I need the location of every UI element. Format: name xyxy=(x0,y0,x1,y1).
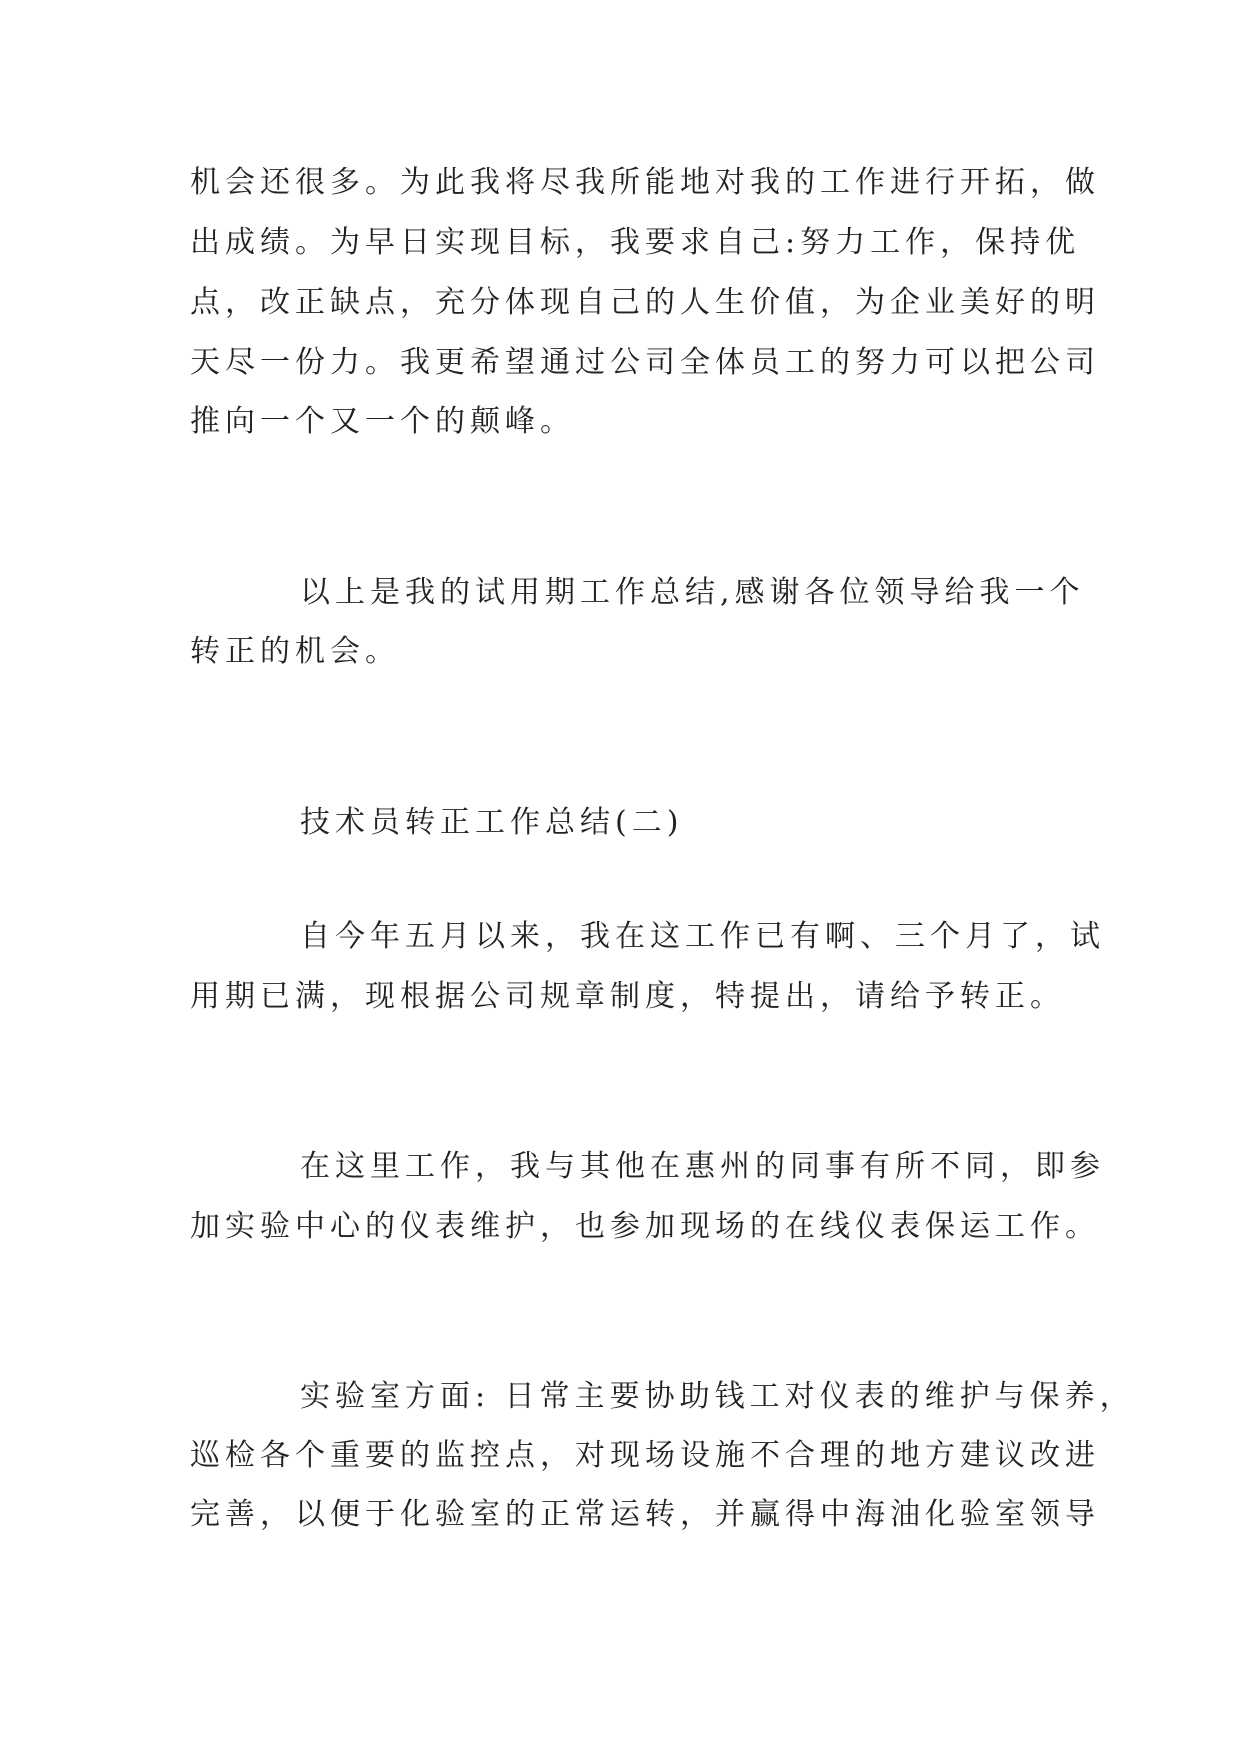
paragraph-line: 自今年五月以来，我在这工作已有啊、三个月了，试 xyxy=(300,919,1105,954)
paragraph-line: 用期已满，现根据公司规章制度，特提出，请给予转正。 xyxy=(190,979,1065,1014)
paragraph-line: 点，改正缺点，充分体现自己的人生价值，为企业美好的明 xyxy=(190,285,1100,320)
paragraph-line: 实验室方面: 日常主要协助钱工对仪表的维护与保养， xyxy=(300,1379,1135,1414)
paragraph-line: 出成绩。为早日实现目标，我要求自己:努力工作，保持优 xyxy=(190,225,1081,260)
paragraph-line: 完善，以便于化验室的正常运转，并赢得中海油化验室领导 xyxy=(190,1497,1100,1532)
paragraph-line: 以上是我的试用期工作总结,感谢各位领导给我一个 xyxy=(300,575,1085,610)
paragraph-line: 加实验中心的仪表维护，也参加现场的在线仪表保运工作。 xyxy=(190,1209,1100,1244)
paragraph-line: 在这里工作，我与其他在惠州的同事有所不同，即参 xyxy=(300,1149,1105,1184)
paragraph-line: 巡检各个重要的监控点，对现场设施不合理的地方建议改进 xyxy=(190,1438,1100,1473)
section-title: 技术员转正工作总结(二) xyxy=(300,805,684,840)
paragraph-line: 推向一个又一个的颠峰。 xyxy=(190,404,575,439)
paragraph-line: 转正的机会。 xyxy=(190,634,400,669)
paragraph-line: 机会还很多。为此我将尽我所能地对我的工作进行开拓，做 xyxy=(190,165,1100,200)
paragraph-line: 天尽一份力。我更希望通过公司全体员工的努力可以把公司 xyxy=(190,345,1100,380)
